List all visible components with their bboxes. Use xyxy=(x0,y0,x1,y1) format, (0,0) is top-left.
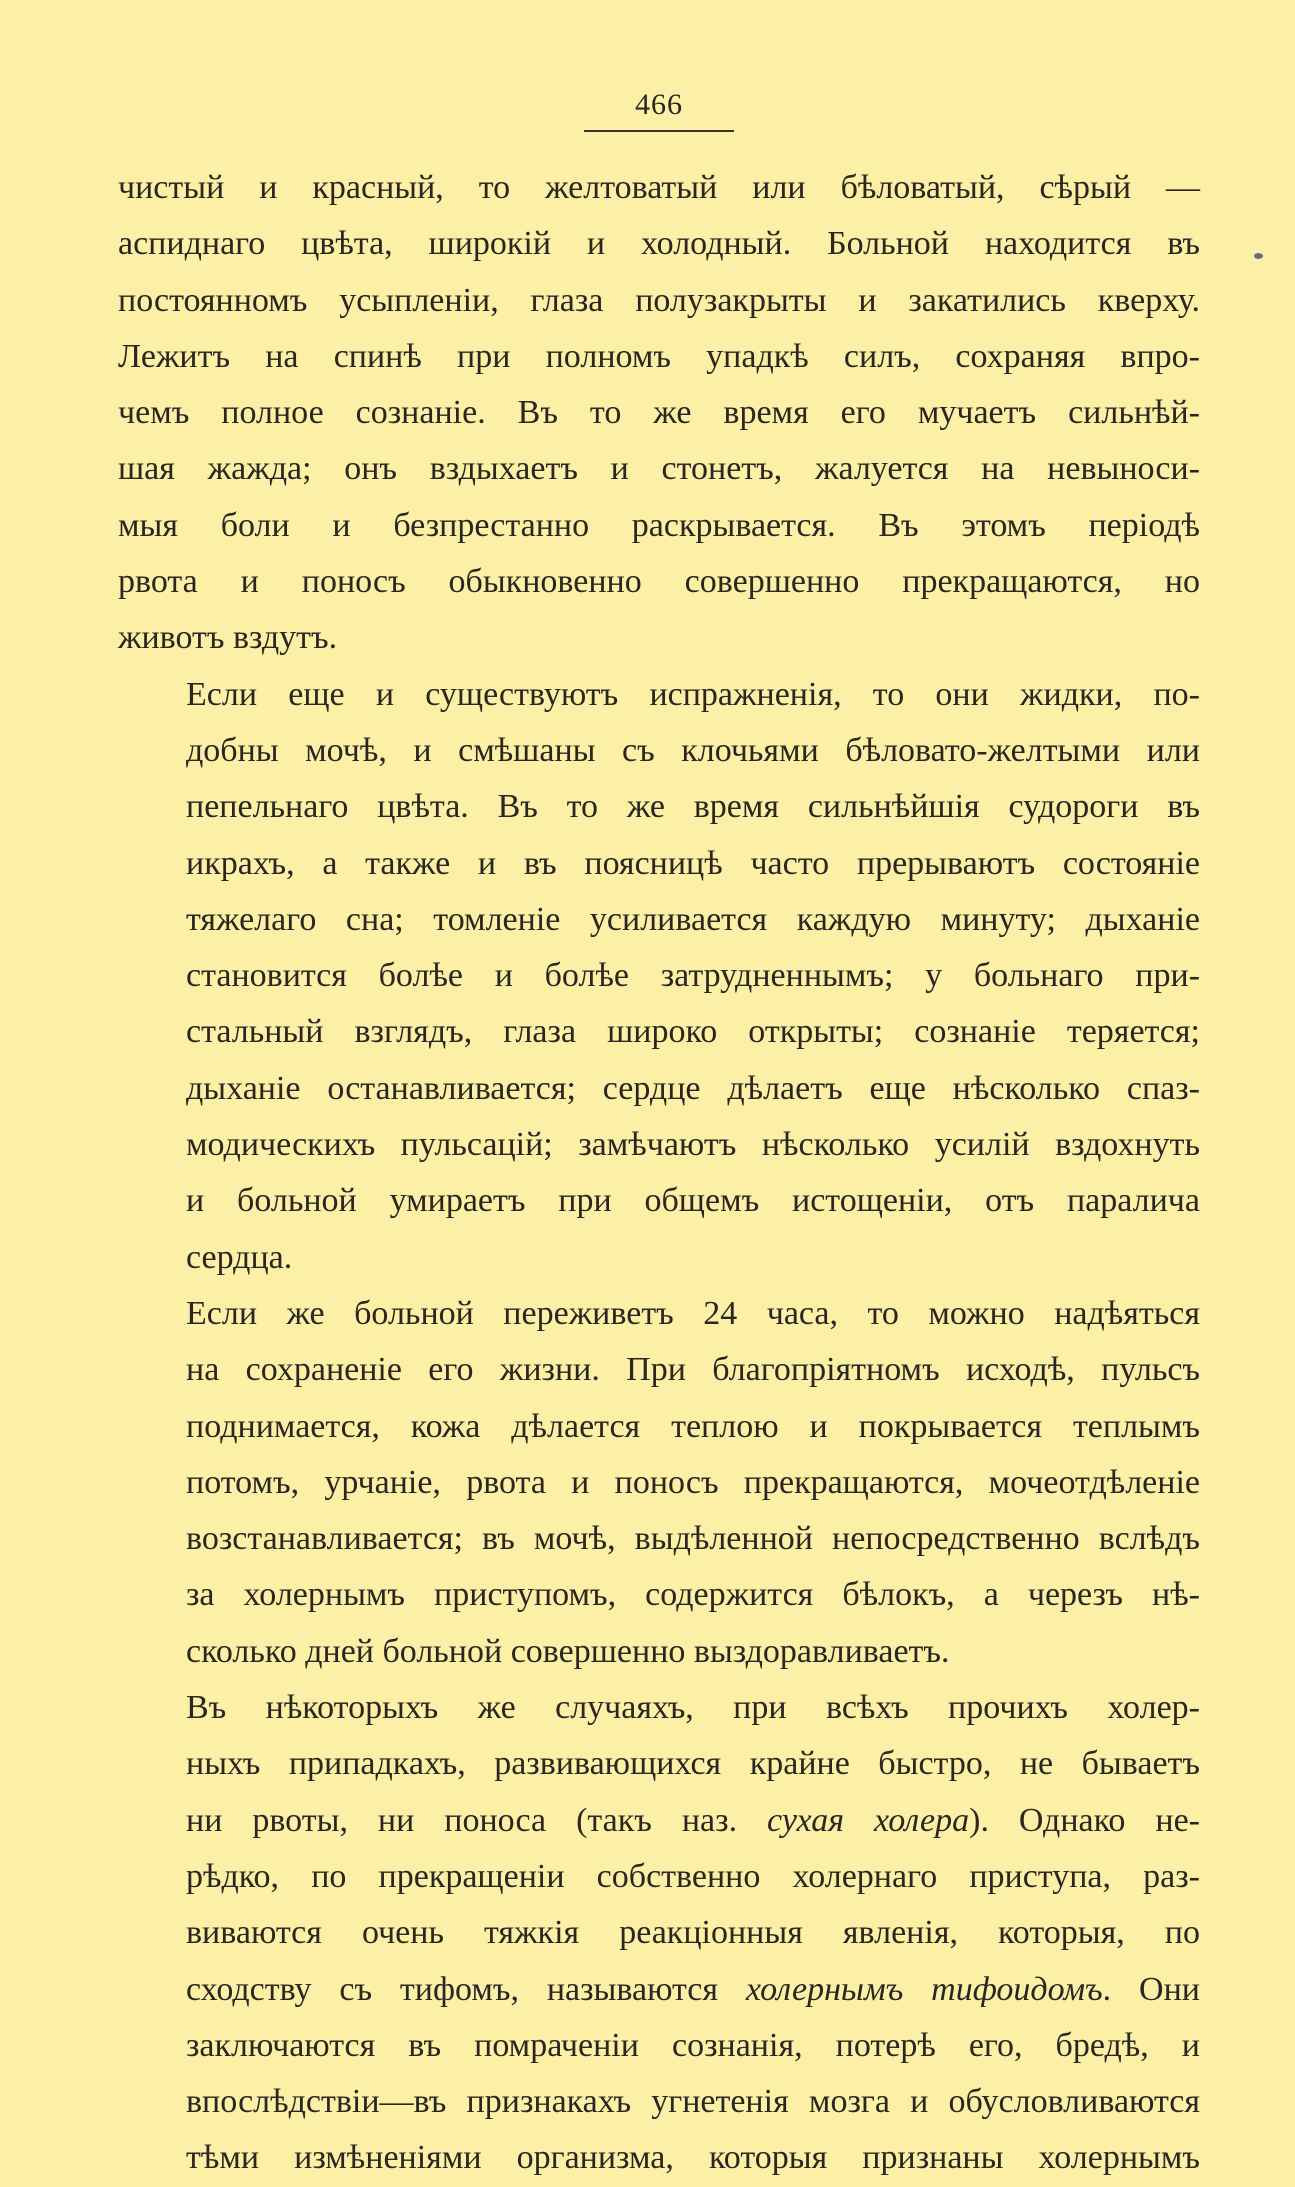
body-text xyxy=(118,160,1200,1680)
page-number-rule xyxy=(584,130,734,132)
text-line: постоянномъ усыпленіи, глаза полузакрыты и закатились кверху. xyxy=(118,281,1200,319)
text-line: мыя боли и безпрестанно раскрывается. Въ этомъ періодѣ xyxy=(118,506,1200,544)
text-line: шая жажда; онъ вздыхаетъ и стонетъ, жалуется на невыноси- xyxy=(118,450,1200,488)
paragraph-3 xyxy=(118,1286,1200,1680)
text-line: сердца. xyxy=(186,1238,293,1276)
text-line: пепельнаго цвѣта. Въ то же время сильнѣйшія судороги въ xyxy=(186,788,1200,826)
text-line: ныхъ припадкахъ, развивающихся крайне быстро, не бываетъ xyxy=(186,1745,1200,1783)
paragraph-2 xyxy=(118,667,1200,1286)
text-line: за холернымъ приступомъ, содержится бѣлокъ, а черезъ нѣ- xyxy=(186,1576,1200,1614)
text-line: сколько дней больной совершенно выздоравливаетъ. xyxy=(186,1632,950,1670)
text-line: Если еще и существуютъ испражненія, то они жидки, по- xyxy=(186,675,1200,713)
text-line: чистый и красный, то желтоватый или бѣловатый, сѣрый — xyxy=(118,169,1200,206)
text-line: поднимается, кожа дѣлается теплою и покрывается теплымъ xyxy=(186,1407,1200,1445)
text-line: на сохраненіе его жизни. При благопріятномъ исходѣ, пульсъ xyxy=(186,1351,1200,1389)
book-page xyxy=(118,90,1200,2187)
text-fragment: ни рвоты, ни поноса (такъ наз. xyxy=(186,1801,768,1839)
text-line: тѣми измѣненіями организма, которыя признаны холернымъ xyxy=(186,2139,1200,2177)
text-line: дыханіе останавливается; сердце дѣлаетъ еще нѣсколько спаз- xyxy=(186,1069,1200,1107)
paragraph-1 xyxy=(118,160,1200,667)
text-line: рвота и поносъ обыкновенно совершенно прекращаются, но xyxy=(118,563,1200,601)
text-line: потомъ, урчаніе, рвота и поносъ прекращаются, мочеотдѣленіе xyxy=(186,1463,1200,1501)
text-line xyxy=(118,1793,1200,1849)
text-line: стальный взглядъ, глаза широко открыты; сознаніе теряется; xyxy=(186,1013,1200,1051)
text-line: икрахъ, а также и въ поясницѣ часто прерываютъ состояніе xyxy=(186,844,1200,882)
text-line: виваются очень тяжкія реакціонныя явленія, которыя, по xyxy=(186,1914,1200,1952)
text-line: Въ нѣкоторыхъ же случаяхъ, при всѣхъ прочихъ холер- xyxy=(186,1689,1200,1727)
text-fragment: ). Однако не- xyxy=(969,1801,1201,1839)
text-line: чемъ полное сознаніе. Въ то же время его мучаетъ сильнѣй- xyxy=(118,394,1200,432)
text-fragment: сходству съ тифомъ, называются xyxy=(186,1970,746,2008)
text-line: впослѣдствіи—въ признакахъ угнетенія мозга и обусловливаются xyxy=(186,2083,1200,2121)
text-line xyxy=(118,1962,1200,2018)
text-line: модическихъ пульсацій; замѣчаютъ нѣсколько усилій вздохнуть xyxy=(186,1126,1200,1164)
text-line: животъ вздутъ. xyxy=(118,619,338,657)
text-line: добны мочѣ, и смѣшаны съ клочьями бѣловато-желтыми или xyxy=(186,731,1200,769)
text-line: аспиднаго цвѣта, широкій и холодный. Больной находится въ xyxy=(118,225,1200,263)
text-line: рѣдко, по прекращеніи собственно холернаго приступа, раз- xyxy=(186,1857,1200,1895)
italic-term-cholera-typhoid: холернымъ тифоидомъ xyxy=(745,1970,1103,2008)
italic-term-dry-cholera: сухая холера xyxy=(767,1801,970,1839)
text-line: заключаются въ помраченіи сознанія, потерѣ его, бредѣ, и xyxy=(186,2026,1200,2064)
paragraph-4 xyxy=(118,1680,1200,2187)
text-line: тяжелаго сна; томленіе усиливается каждую минуту; дыханіе xyxy=(186,900,1200,938)
text-line: Лежитъ на спинѣ при полномъ упадкѣ силъ, сохраняя впро- xyxy=(118,337,1200,375)
text-fragment: . Они xyxy=(1102,1970,1200,2008)
text-line: возстанавливается; въ мочѣ, выдѣленной непосредственно вслѣдъ xyxy=(186,1520,1200,1558)
text-line: и больной умираетъ при общемъ истощеніи, отъ паралича xyxy=(186,1182,1200,1220)
page-number: 466 xyxy=(635,88,683,121)
ink-spot xyxy=(1254,253,1263,259)
text-line: становится болѣе и болѣе затрудненнымъ; у больнаго при- xyxy=(186,957,1200,995)
text-line: Если же больной переживетъ 24 часа, то можно надѣяться xyxy=(186,1294,1200,1332)
